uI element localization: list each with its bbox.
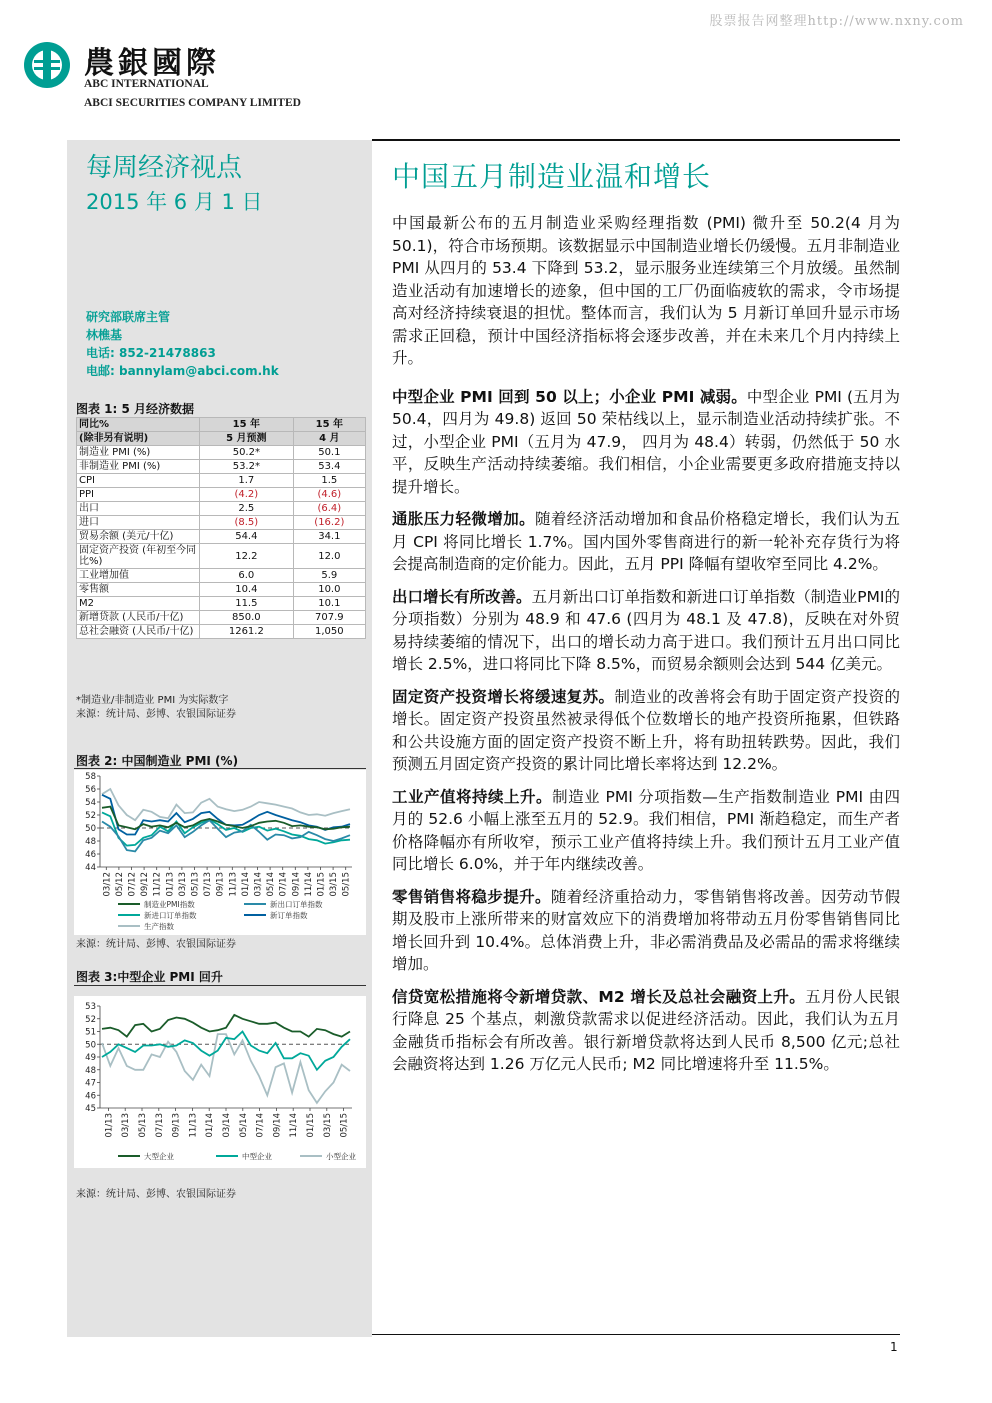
x-tick-label: 07/12 <box>127 872 138 897</box>
x-tick-label: 09/14 <box>272 1113 283 1138</box>
table-cell: PPI <box>77 488 200 502</box>
report-series-title: 每周经济视点 <box>86 153 243 183</box>
y-tick-label: 48 <box>85 837 96 847</box>
table-header-row <box>77 432 366 446</box>
table-cell: 新增贷款 (人民币/十亿) <box>77 611 200 625</box>
table-cell: 1.5 <box>293 474 365 488</box>
y-tick-label: 47 <box>85 1078 96 1089</box>
table-header-cell: 15 年 <box>200 418 294 432</box>
article-paragraph <box>392 786 900 876</box>
x-tick-label: 11/12 <box>152 872 163 897</box>
table-cell: 5.9 <box>293 569 365 583</box>
y-tick-label: 44 <box>85 863 96 873</box>
paragraph-text: 随着经济重拾动力，零售销售将改善。因劳动节假期及股市上涨所带来的财富效应下的消费增加将带动五月份零售销售同比增长回升到 10.4%。总体消费上升，非必需消费品及必需品的需求将继续增加。 <box>392 887 900 973</box>
table-cell: (4.6) <box>293 488 365 502</box>
y-tick-label: 52 <box>85 1014 96 1025</box>
y-tick-label: 50 <box>85 824 96 834</box>
table-cell: 1.7 <box>200 474 294 488</box>
legend-label: 生产指数 <box>144 922 174 931</box>
paragraph-heading: 信贷宽松措施将令新增贷款、M2 增长及总社会融资上升。 <box>392 987 806 1006</box>
table-cell: 总社会融资 (人民币/十亿) <box>77 625 200 639</box>
pmi-line-chart <box>74 770 366 935</box>
table-cell: M2 <box>77 597 200 611</box>
legend-label: 中型企业 <box>242 1152 272 1161</box>
article-paragraph <box>392 386 900 499</box>
page-number: 1 <box>890 1340 898 1354</box>
table-cell: (4.2) <box>200 488 294 502</box>
table-header-cell: 4 月 <box>293 432 365 446</box>
y-tick-label: 45 <box>85 1104 96 1114</box>
x-tick-label: 11/14 <box>303 872 314 897</box>
paragraph-text: 中国最新公布的五月制造业采购经理指数 (PMI) 微升至 50.2(4 月为 50.1)，符合市场预期。该数据显示中国制造业增长仍缓慢。五月非制造业 PMI 从四月的 53.4 下降到 53.2，显示服务业连续第三个月放缓。虽然制造业活动有加速增长的迹象，但中国的工厂仍面临疲软的需求，令市场提高对经济持续衰退的担忧。整体而言，我们认为 5 月新订单回升显示市场需求正回稳，预计中国经济指标将会逐步改善，并在未来几个月内持续上升。 <box>392 214 900 367</box>
y-tick-label: 56 <box>85 785 96 795</box>
table-cell: 1,050 <box>293 625 365 639</box>
article-paragraph <box>392 686 900 776</box>
legend-label: 制造业PMI指数 <box>144 900 195 909</box>
paragraph-heading: 出口增长有所改善。 <box>392 587 532 606</box>
y-tick-label: 53 <box>85 1002 96 1012</box>
paragraph-heading: 零售销售将稳步提升。 <box>392 887 551 906</box>
x-tick-label: 05/12 <box>114 872 125 897</box>
table-cell: 2.5 <box>200 502 294 516</box>
table-cell: 制造业 PMI (%) <box>77 446 200 460</box>
y-tick-label: 58 <box>85 772 96 782</box>
table-row <box>77 611 366 625</box>
y-tick-label: 54 <box>85 798 96 808</box>
x-tick-label: 09/13 <box>171 1113 182 1138</box>
article-paragraph <box>392 886 900 976</box>
paragraph-text: 随着经济活动增加和食品价格稳定增长，我们认为五月 CPI 将同比增长 1.7%。国内国外零售商进行的新一轮补充存货行为将会提高制造商的定价能力。因此，五月 PPI 降幅有望收窄至同比 4.2%。 <box>392 510 900 573</box>
chart3-source: 来源：统计局、彭博、农银国际证券 <box>76 1189 236 1200</box>
series-line <box>102 1032 350 1070</box>
table-cell: (8.5) <box>200 516 294 530</box>
paragraph-heading: 中型企业 PMI 回到 50 以上；小企业 PMI 减弱。 <box>392 387 747 406</box>
table-row <box>77 583 366 597</box>
x-tick-label: 09/13 <box>215 872 226 897</box>
y-tick-label: 51 <box>85 1027 96 1038</box>
x-tick-label: 03/14 <box>222 1113 232 1138</box>
article-paragraph <box>392 212 900 370</box>
brand-name-en: ABC INTERNATIONAL <box>84 78 209 90</box>
table-header-row <box>77 418 366 432</box>
table-row <box>77 530 366 544</box>
chart2-title-rule <box>74 768 366 769</box>
analyst-email[interactable]: 电邮: bannylam@abci.com.hk <box>86 364 279 378</box>
x-tick-label: 11/13 <box>228 872 239 897</box>
paragraph-heading: 工业产值将持续上升。 <box>392 787 553 806</box>
table-cell: 12.2 <box>200 544 294 569</box>
article-paragraph <box>392 986 900 1076</box>
x-tick-label: 03/12 <box>102 872 113 897</box>
paragraph-heading: 固定资产投资增长将缓速复苏。 <box>392 687 615 706</box>
table-row <box>77 474 366 488</box>
abc-logo-icon <box>22 40 72 90</box>
table-cell: 10.0 <box>293 583 365 597</box>
article-paragraph <box>392 508 900 576</box>
table-row <box>77 446 366 460</box>
x-tick-label: 03/13 <box>177 872 188 897</box>
x-tick-label: 03/15 <box>329 872 340 897</box>
series-line <box>102 789 350 820</box>
table-cell: 850.0 <box>200 611 294 625</box>
watermark: 股票报告网整理http://www.nxny.com <box>709 14 964 29</box>
table-row <box>77 502 366 516</box>
x-tick-label: 01/14 <box>240 872 251 897</box>
table-cell: 工业增加值 <box>77 569 200 583</box>
x-tick-label: 01/13 <box>104 1113 115 1138</box>
table1-title: 图表 1: 5 月经济数据 <box>76 402 195 416</box>
y-tick-label: 46 <box>85 850 96 860</box>
x-tick-label: 05/14 <box>238 1113 249 1138</box>
analyst-name: 林樵基 <box>86 328 123 342</box>
x-tick-label: 01/15 <box>306 1113 316 1138</box>
y-tick-label: 48 <box>85 1065 96 1076</box>
table-cell: 34.1 <box>293 530 365 544</box>
x-tick-label: 09/12 <box>140 872 151 897</box>
table-cell: 1261.2 <box>200 625 294 639</box>
table-row <box>77 488 366 502</box>
x-tick-label: 05/15 <box>341 872 352 897</box>
table1-source: 来源：统计局、彭博、农银国际证券 <box>76 709 236 720</box>
table-cell: 固定资产投资 (年初至今同比%) <box>77 544 200 569</box>
table-row <box>77 460 366 474</box>
table-cell: 出口 <box>77 502 200 516</box>
y-tick-label: 49 <box>85 1053 96 1063</box>
paragraph-text: 制造业的改善将会有助于固定资产投资的增长。固定资产投资虽然被录得低个位数增长的地产投资所拖累，但铁路和公共设施方面的固定资产投资不断上升，将有助扭转跌势。因此，我们预测五月固定资产投资的累计同比增长率将达到 12.2%。 <box>392 687 900 773</box>
x-tick-label: 01/15 <box>316 872 327 897</box>
x-tick-label: 07/14 <box>255 1113 266 1138</box>
x-tick-label: 09/14 <box>291 872 302 897</box>
header-rule <box>372 139 900 141</box>
table-cell: 54.4 <box>200 530 294 544</box>
x-tick-label: 03/14 <box>253 872 264 897</box>
paragraph-text: 制造业 PMI 分项指数—生产指数制造业 PMI 由四月的 52.6 小幅上涨至五月的 52.9。我们相信，PMI 渐趋稳定，而生产者价格降幅亦有所收窄，预示工业产值将持续上升。我们预计五月工业产值同比增长 6.0%，并于年内继续改善。 <box>392 787 900 873</box>
table-header-cell: 15 年 <box>293 418 365 432</box>
table-cell: 53.4 <box>293 460 365 474</box>
brand-company-name: ABCI SECURITIES COMPANY LIMITED <box>84 97 301 109</box>
x-tick-label: 01/13 <box>165 872 176 897</box>
x-tick-label: 05/13 <box>190 872 201 897</box>
table-cell: 11.5 <box>200 597 294 611</box>
table1-note: *制造业/非制造业 PMI 为实际数字 <box>76 695 229 706</box>
table1-footnote <box>76 694 236 722</box>
y-tick-label: 50 <box>85 1040 96 1051</box>
legend-label: 大型企业 <box>144 1152 174 1161</box>
paragraph-text: 五月新出口订单指数和新进口订单指数（制造业PMI的分项指数）分别为 48.9 和 47.6 (四月为 48.1 及 47.8)，反映在对外贸易持续萎缩的情况下，出口的增长动力高于进口。我们预计五月出口同比增长 2.5%，进口将同比下降 8.5%，而贸易余额则会达到 544 亿美元。 <box>392 587 900 673</box>
table-cell: 12.0 <box>293 544 365 569</box>
table-cell: (16.2) <box>293 516 365 530</box>
x-tick-label: 07/14 <box>278 872 289 897</box>
table-row <box>77 597 366 611</box>
legend-label: 新进口订单指数 <box>144 911 197 920</box>
x-tick-label: 05/13 <box>138 1113 148 1138</box>
article-body <box>392 212 900 1086</box>
table-row <box>77 569 366 583</box>
article-paragraph <box>392 586 900 676</box>
table-cell: (6.4) <box>293 502 365 516</box>
chart2-source: 来源：统计局、彭博、农银国际证券 <box>76 939 236 950</box>
table-cell: 10.4 <box>200 583 294 597</box>
analyst-contact <box>86 308 279 380</box>
table-row <box>77 516 366 530</box>
table-cell: 707.9 <box>293 611 365 625</box>
x-tick-label: 11/13 <box>188 1113 199 1138</box>
table-cell: 50.1 <box>293 446 365 460</box>
y-tick-label: 52 <box>85 811 96 821</box>
legend-label: 新订单指数 <box>270 911 308 920</box>
paragraph-heading: 通胀压力轻微增加。 <box>392 510 535 528</box>
table-header-cell: (除非另有说明) <box>77 432 200 446</box>
x-tick-label: 03/13 <box>121 1113 132 1138</box>
x-tick-label: 07/13 <box>154 1113 165 1138</box>
table-header-cell: 5 月预测 <box>200 432 294 446</box>
table-cell: 10.1 <box>293 597 365 611</box>
table-header-cell: 同比% <box>77 418 200 432</box>
article-title: 中国五月制造业温和增长 <box>392 160 712 193</box>
x-tick-label: 11/14 <box>289 1113 300 1138</box>
report-date: 2015 年 6 月 1 日 <box>86 190 263 214</box>
x-tick-label: 01/14 <box>205 1113 216 1138</box>
paragraph-text: 五月份人民银行降息 25 个基点，刺激贷款需求以促进经济活动。因此，我们认为五月金融货币指标会有所改善。银行新增贷款将达到人民币 8,500 亿元;总社会融资将达到 1.26 万亿元人民币; M2 同比增速将升至 11.5%。 <box>392 987 900 1073</box>
analyst-phone: 电话: 852-21478863 <box>86 346 216 360</box>
y-tick-label: 46 <box>85 1091 96 1102</box>
table-cell: CPI <box>77 474 200 488</box>
legend-label: 新出口订单指数 <box>270 900 323 909</box>
paragraph-text: 中型企业 PMI (五月为 50.4，四月为 49.8) 返回 50 荣枯线以上，显示制造业活动持续扩张。不过，小型企业 PMI（五月为 47.9， 四月为 48.4）转弱，仍然低于 50 水平，反映生产活动持续萎缩。我们相信，小企业需要更多政府措施支持以提升增长。 <box>392 387 900 496</box>
x-tick-label: 05/15 <box>339 1113 350 1138</box>
legend-label: 小型企业 <box>326 1152 356 1161</box>
table-cell: 53.2* <box>200 460 294 474</box>
table-cell: 6.0 <box>200 569 294 583</box>
enterprise-pmi-line-chart <box>74 996 366 1168</box>
table-cell: 贸易余额 (美元/十亿) <box>77 530 200 544</box>
table-row <box>77 625 366 639</box>
chart2-title: 图表 2: 中国制造业 PMI (%) <box>76 754 239 768</box>
table-cell: 非制造业 PMI (%) <box>77 460 200 474</box>
analyst-role: 研究部联席主管 <box>86 310 171 324</box>
brand-name-cn: 農銀國際 <box>84 46 220 81</box>
x-tick-label: 03/15 <box>322 1113 333 1138</box>
table-cell: 进口 <box>77 516 200 530</box>
footer-rule <box>372 1334 900 1335</box>
table-cell: 50.2* <box>200 446 294 460</box>
x-tick-label: 07/13 <box>203 872 214 897</box>
table-cell: 零售额 <box>77 583 200 597</box>
table-row <box>77 544 366 569</box>
economic-data-table <box>76 417 366 639</box>
chart3-title-rule <box>74 985 366 986</box>
chart3-title: 图表 3:中型企业 PMI 回升 <box>76 970 223 984</box>
x-tick-label: 05/14 <box>266 872 277 897</box>
